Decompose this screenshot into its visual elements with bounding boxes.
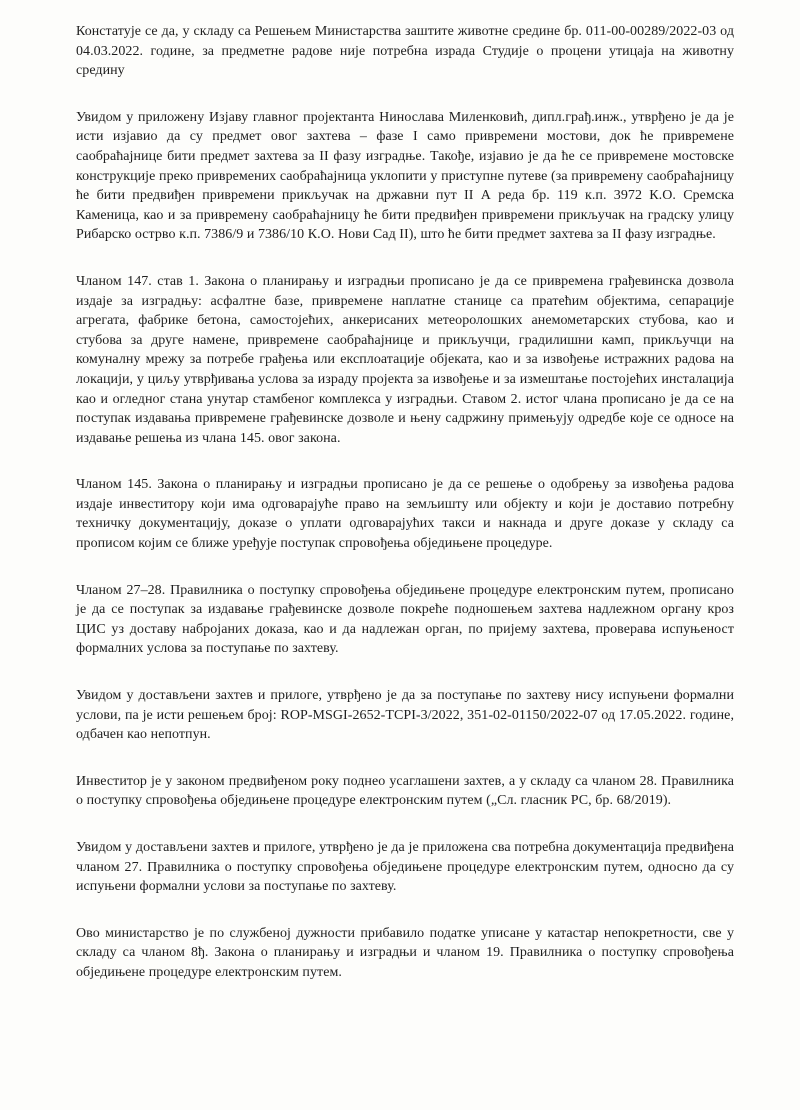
paragraph-resubmission: Инвеститор је у законом предвиђеном року поднео усаглашени захтев, а у складу са чланом 28. Правилника о поступку спровођења обједињене процедуре електронским путем („Сл. гласник РС, бр. 68/2019). (76, 773, 734, 809)
paragraph-articles-27-28: Чланом 27–28. Правилника о поступку спровођења обједињене процедуре електронским путем, прописано је да се поступак за издавање грађевинске дозволе покреће подношењем захтева надлежном органу кроз ЦИС уз доставу набројаних доказа, као и да надлежан орган, по пријему захтева, проверава испуњеност формалних услова за поступање по захтеву. (76, 582, 734, 657)
paragraph-article-145: Чланом 145. Закона о планирању и изградњи прописано је да се решење о одобрењу за извођења радова издаје инвеститору који има одговарајуће право на земљишту или објекту и који је доставио потребну техничку документацију, доказе о уплати одговарајућих такси и накнада и друге доказе у складу са прописом којим се ближе уређује поступак спровођења обједињене процедуре. (76, 477, 734, 552)
paragraph-cadastre-data: Ово министарство је по службеној дужности прибавило податке уписане у катастар непокретности, све у складу са чланом 8ђ. Закона о планирању и изградњи и чланом 19. Правилника о поступку спровођења обједињене процедуре електронским путем. (76, 925, 734, 980)
paragraph-rejection: Увидом у достављени захтев и прилоге, утврђено је да за поступање по захтеву нису испуњени формални услови, па је исти решењем број: ROP-MSGI-2652-TCPI-3/2022, 351-02-01150/2022-07 од 17.05.2022. године, одбачен као непотпун. (76, 688, 734, 743)
paragraph-environmental-impact: Констатује се да, у складу са Решењем Министарства заштите животне средине бр. 011-00-00289/2022-03 од 04.03.2022. године, за предметне радове није потребна израда Студије о процени утицаја на животну средину (76, 24, 734, 79)
paragraph-designer-statement: Увидом у приложену Изјаву главног пројектанта Нинослава Миленковић, дипл.грађ.инж., утврђено је да је исти изјавио да су предмет овог захтева – фазе I само привремени мостови, док ће привремене саобраћајнице бити предмет захтева за II фазу изградње. Такође, изјавио је да ће се привремене мостовске конструкције преко привремених саобраћајница уклопити у приступне путеве (за привремену саобраћајницу ће бити предвиђен привремени прикључак на државни пут II А реда бр. 119 к.п. 3972 К.О. Сремска Каменица, као и за привремену саобраћајницу ће бити предвиђен привремени прикључак на градску улицу Рибарско острво к.п. 7386/9 и 7386/10 К.О. Нови Сад II), што ће бити предмет захтева за II фазу изградње. (76, 109, 734, 243)
paragraph-article-147: Чланом 147. став 1. Закона о планирању и изградњи прописано је да се привремена грађевинска дозвола издаје за изградњу: асфалтне базе, привремене наплатне станице са пратећим објектима, сепарације агрегата, фабрике бетона, самостојећих, анкерисаних метеоролошких анемометарских стубова, као и стубова за друге намене, привремене саобраћајнице и прикључци, градилишни камп, прикључци на комуналну мрежу за потребе грађења или експлоатације објеката, као и за извођење истражних радова на локацији, у циљу утврђивања услова за израду пројекта за извођење и за измештање постојећих инсталација као и огледног стана унутар стамбеног комплекса у изградњи. Ставом 2. истог члана прописано је да се на поступак издавања привремене грађевинске дозволе и њену садржину примењују одредбе које се односе на издавање решења из члана 145. овог закона. (76, 273, 734, 446)
paragraph-formal-conditions: Увидом у достављени захтев и прилоге, утврђено је да је приложена сва потребна документација предвиђена чланом 27. Правилника о поступку спровођења обједињене процедуре електронским путем, односно да су испуњени формални услови за поступање по захтеву. (76, 840, 734, 895)
